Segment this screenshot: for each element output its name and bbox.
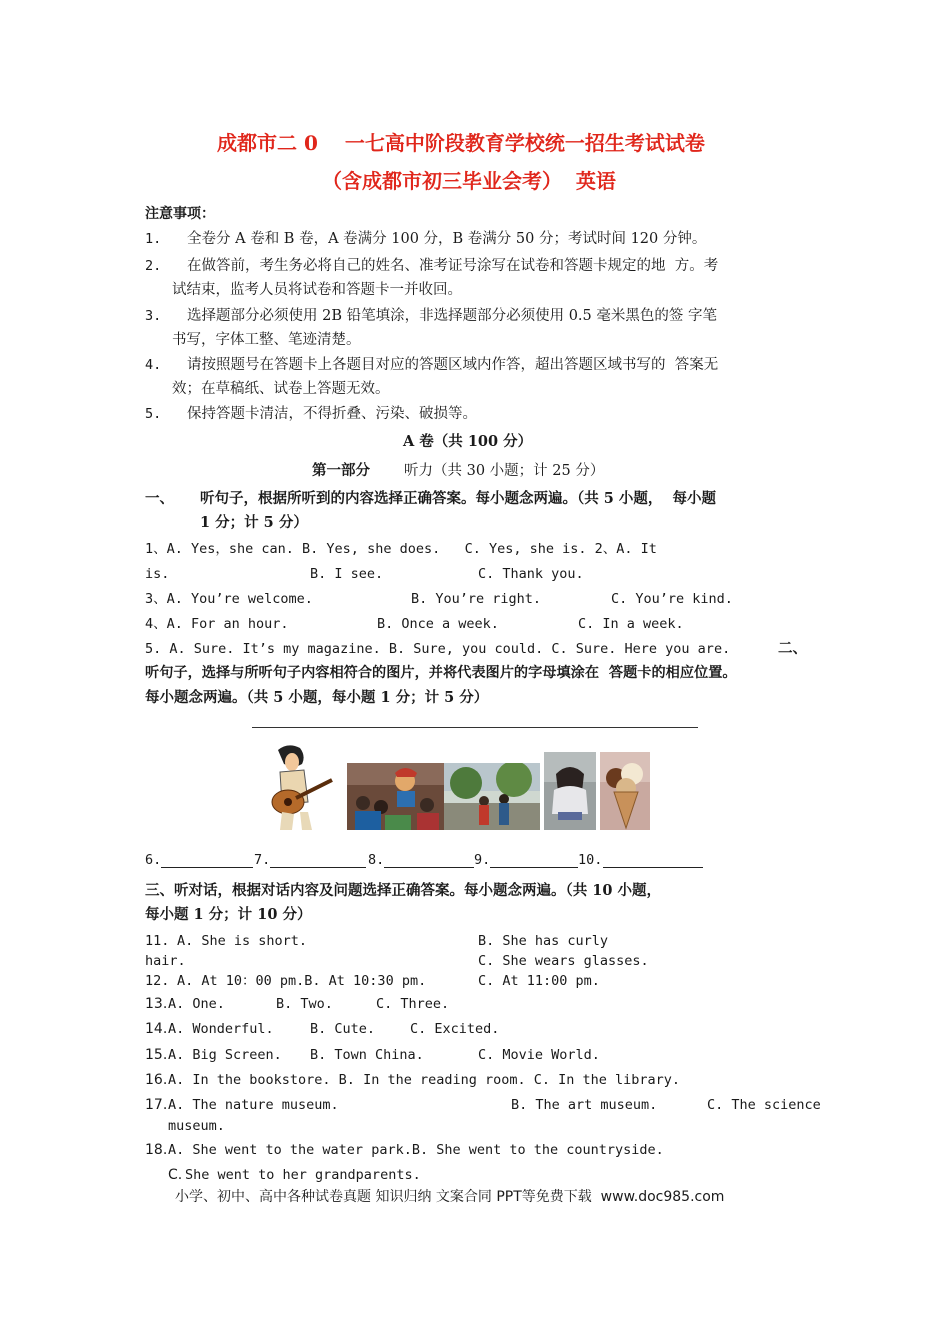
question-1-2: 1、A. Yes，she can. B. Yes, she does. C. Yes, she is. 2、A. It bbox=[145, 541, 657, 557]
question-13-option-c: C. Three. bbox=[376, 996, 450, 1012]
question-18-option-c: She went to her grandparents. bbox=[185, 1167, 421, 1183]
question-11-option-b: B. She has curly bbox=[478, 933, 609, 949]
ice-cream-picture bbox=[600, 752, 650, 830]
question-16-num: 16. bbox=[145, 1072, 168, 1088]
question-11-option-a: A. She is short. bbox=[177, 933, 308, 949]
notice-item-cont: 试结束，监考人员将试卷和答题卡一并收回。 bbox=[172, 282, 462, 298]
sad-girl-picture bbox=[544, 752, 596, 830]
question-11-option-c: C. She wears glasses. bbox=[478, 953, 649, 969]
question-18-num: 18. bbox=[145, 1142, 168, 1158]
question-4-option-b: B. Once a week. bbox=[377, 616, 499, 632]
question-5: 5. A. Sure. It’s my magazine. B. Sure, you could. C. Sure. Here you are. bbox=[145, 641, 731, 657]
volume-a-heading: A 卷（共 100 分） bbox=[403, 433, 533, 450]
section2-instruction-cont: 每小题念两遍。（共 5 小题，每小题 1 分；计 5 分） bbox=[145, 689, 489, 706]
section1-instruction-cont: 1 分；计 5 分） bbox=[200, 514, 308, 531]
notice-num: 3. bbox=[145, 308, 162, 324]
notice-item: 选择题部分必须使用 2B 铅笔填涂，非选择题部分必须使用 0.5 毫米黑色的签 字笔 bbox=[187, 308, 717, 324]
question-14-option-b: B. Cute. bbox=[310, 1021, 376, 1037]
section3-instruction: 三、听对话，根据对话内容及问题选择正确答案。每小题念两遍。（共 10 小题， bbox=[145, 882, 662, 899]
notice-num: 1. bbox=[145, 231, 162, 247]
question-15-option-c: C. Movie World. bbox=[478, 1047, 600, 1063]
question-12-options-ab: A. At 10：00 pm.B. At 10:30 pm. bbox=[177, 973, 427, 989]
question-17-num: 17. bbox=[145, 1097, 168, 1113]
answer-blank-9[interactable] bbox=[490, 867, 578, 868]
exam-title: 成都市二 0 一七高中阶段教育学校统一招生考试试卷 bbox=[217, 131, 705, 155]
question-13-num: 13. bbox=[145, 996, 168, 1012]
question-11-option-b-cont: hair. bbox=[145, 953, 186, 969]
answer-blank-7[interactable] bbox=[270, 867, 366, 868]
answer-label-6: 6. bbox=[145, 852, 162, 868]
notice-item-cont: 效；在草稿纸、试卷上答题无效。 bbox=[172, 381, 390, 397]
question-2-option-c: C. Thank you. bbox=[478, 566, 584, 582]
section1-num: 一、 bbox=[145, 490, 174, 507]
divider bbox=[252, 727, 698, 728]
notice-item: 在做答前，考生务必将自己的姓名、准考证号涂写在试卷和答题卡规定的地 方。考 bbox=[187, 258, 719, 274]
question-16-options: A. In the bookstore. B. In the reading room. C. In the library. bbox=[168, 1072, 681, 1088]
classroom-picture bbox=[347, 763, 444, 830]
notice-item: 请按照题号在答题卡上各题目对应的答题区域内作答，超出答题区域书写的 答案无 bbox=[187, 357, 719, 373]
section2-num: 二、 bbox=[778, 640, 807, 657]
exam-subtitle: （含成都市初三毕业会考） 英语 bbox=[322, 169, 616, 193]
question-17-option-c: C. The science bbox=[707, 1097, 821, 1113]
question-17-option-b: B. The art museum. bbox=[511, 1097, 658, 1113]
question-14-option-a: A. Wonderful. bbox=[168, 1021, 274, 1037]
question-3-option-a: 3、A. You’re welcome. bbox=[145, 591, 313, 607]
question-13-option-b: B. Two. bbox=[276, 996, 333, 1012]
answer-label-7: 7. bbox=[254, 852, 271, 868]
question-14-option-c: C. Excited. bbox=[410, 1021, 500, 1037]
answer-blank-6[interactable] bbox=[161, 867, 253, 868]
answer-label-8: 8. bbox=[368, 852, 385, 868]
question-15-option-a: A. Big Screen. bbox=[168, 1047, 282, 1063]
part1-title: 听力（共 30 小题；计 25 分） bbox=[404, 463, 605, 479]
question-11-num: 11. bbox=[145, 933, 170, 949]
question-18-option-c-label: C. bbox=[168, 1167, 183, 1183]
notice-num: 2. bbox=[145, 258, 162, 274]
section3-instruction-cont: 每小题 1 分；计 10 分） bbox=[145, 906, 312, 923]
question-17-option-a: A. The nature museum. bbox=[168, 1097, 339, 1113]
notice-heading: 注意事项： bbox=[145, 206, 215, 222]
question-2-option-a: is. bbox=[145, 566, 170, 582]
answer-label-9: 9. bbox=[474, 852, 491, 868]
notice-item-cont: 书写，字体工整、笔迹清楚。 bbox=[172, 332, 361, 348]
question-3-option-c: C. You’re kind. bbox=[611, 591, 733, 607]
question-17-option-c-cont: museum. bbox=[168, 1118, 225, 1134]
question-4-option-a: 4、A. For an hour. bbox=[145, 616, 289, 632]
question-2-option-b: B. I see. bbox=[310, 566, 384, 582]
notice-num: 5. bbox=[145, 406, 162, 422]
answer-label-10: 10. bbox=[578, 852, 603, 868]
question-15-option-b: B. Town China. bbox=[310, 1047, 424, 1063]
question-15-num: 15. bbox=[145, 1047, 168, 1063]
footer-text: 小学、初中、高中各种试卷真题 知识归纳 文案合同 PPT等免费下载 www.doc985.com bbox=[175, 1189, 725, 1205]
answer-blank-8[interactable] bbox=[384, 867, 474, 868]
guitar-player-picture bbox=[258, 742, 338, 830]
section2-instruction: 听句子，选择与所听句子内容相符合的图片，并将代表图片的字母填涂在 答题卡的相应位置。 bbox=[145, 665, 737, 681]
section1-instruction: 听句子，根据所听到的内容选择正确答案。每小题念两遍。（共 5 小题， 每小题 bbox=[200, 490, 717, 507]
notice-num: 4. bbox=[145, 357, 162, 373]
question-12-option-c: C. At 11:00 pm. bbox=[478, 973, 600, 989]
question-18-options-ab: A. She went to the water park.B. She went to the countryside. bbox=[168, 1142, 664, 1158]
question-13-option-a: A. One. bbox=[168, 996, 225, 1012]
question-12-num: 12. bbox=[145, 973, 170, 989]
part1-label: 第一部分 bbox=[312, 462, 370, 479]
notice-item: 全卷分 A 卷和 B 卷，A 卷满分 100 分，B 卷满分 50 分；考试时间 120 分钟。 bbox=[187, 231, 707, 247]
answer-blank-10[interactable] bbox=[603, 867, 703, 868]
park-picture bbox=[444, 763, 540, 830]
notice-item: 保持答题卡清洁，不得折叠、污染、破损等。 bbox=[187, 406, 477, 422]
question-3-option-b: B. You’re right. bbox=[411, 591, 542, 607]
question-4-option-c: C. In a week. bbox=[578, 616, 684, 632]
question-14-num: 14. bbox=[145, 1021, 168, 1037]
